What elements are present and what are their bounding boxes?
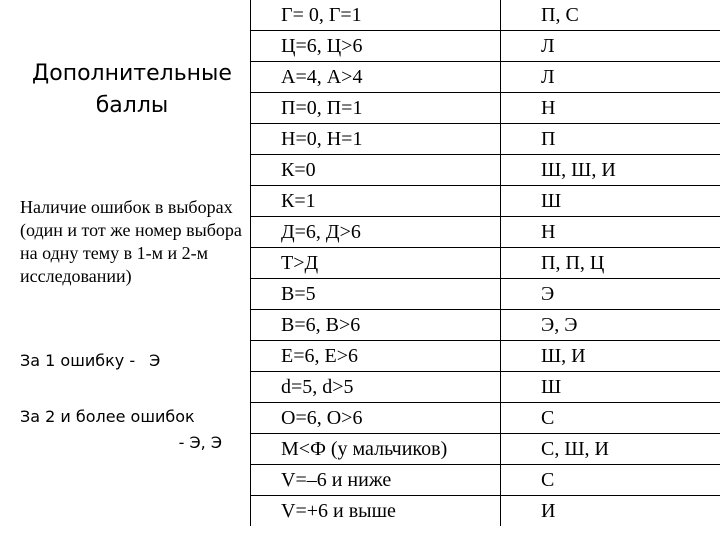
result-cell: И <box>501 496 720 527</box>
table-row <box>251 93 720 124</box>
two-errors-value: - Э, Э <box>178 433 222 452</box>
table-row <box>251 31 720 62</box>
result-cell: Л <box>501 62 720 93</box>
table-row <box>251 279 720 310</box>
result-cell: Ш, И <box>501 341 720 372</box>
condition-cell: П=0, П=1 <box>251 93 501 124</box>
result-cell: Л <box>501 31 720 62</box>
scoring-table-body <box>251 0 720 526</box>
one-error-value: Э <box>149 351 161 370</box>
left-panel <box>0 0 250 540</box>
result-cell: П <box>501 124 720 155</box>
table-row <box>251 341 720 372</box>
condition-cell: О=6, О>6 <box>251 403 501 434</box>
error-note: Наличие ошибок в выборах (один и тот же номер выбора на одну тему в 1-м и 2-м исследовании) <box>20 197 242 286</box>
one-error-rule <box>20 350 250 372</box>
scoring-table <box>250 0 720 526</box>
table-row <box>251 155 720 186</box>
condition-cell: А=4, А>4 <box>251 62 501 93</box>
condition-cell: V=+6 и выше <box>251 496 501 527</box>
condition-cell: К=0 <box>251 155 501 186</box>
result-cell: С, Ш, И <box>501 434 720 465</box>
condition-cell: Д=6, Д>6 <box>251 217 501 248</box>
table-row <box>251 248 720 279</box>
table-row <box>251 217 720 248</box>
table-row <box>251 62 720 93</box>
condition-cell: М<Ф (у мальчиков) <box>251 434 501 465</box>
result-cell: П, П, Ц <box>501 248 720 279</box>
table-row <box>251 310 720 341</box>
one-error-label: За 1 ошибку - <box>20 351 136 370</box>
condition-cell: Н=0, Н=1 <box>251 124 501 155</box>
result-cell: Э, Э <box>501 310 720 341</box>
result-cell: Ш <box>501 372 720 403</box>
two-errors-rule <box>20 404 250 456</box>
table-row <box>251 372 720 403</box>
condition-cell: В=5 <box>251 279 501 310</box>
table-row <box>251 0 720 31</box>
table-row <box>251 465 720 496</box>
table-row <box>251 496 720 527</box>
condition-cell: Т>Д <box>251 248 501 279</box>
title-line-1: Дополнительные <box>32 61 232 86</box>
page-title <box>14 58 250 122</box>
title-line-2: баллы <box>95 93 169 118</box>
result-cell: С <box>501 403 720 434</box>
condition-cell: d=5, d>5 <box>251 372 501 403</box>
result-cell: П, С <box>501 0 720 31</box>
two-errors-label: За 2 и более ошибок <box>20 407 195 426</box>
result-cell: Ш <box>501 186 720 217</box>
condition-cell: Ц=6, Ц>6 <box>251 31 501 62</box>
result-cell: Э <box>501 279 720 310</box>
condition-cell: V=–6 и ниже <box>251 465 501 496</box>
table-row <box>251 186 720 217</box>
condition-cell: К=1 <box>251 186 501 217</box>
table-row <box>251 403 720 434</box>
result-cell: Ш, Ш, И <box>501 155 720 186</box>
table-row <box>251 434 720 465</box>
condition-cell: В=6, В>6 <box>251 310 501 341</box>
result-cell: С <box>501 465 720 496</box>
table-row <box>251 124 720 155</box>
condition-cell: Е=6, Е>6 <box>251 341 501 372</box>
condition-cell: Г= 0, Г=1 <box>251 0 501 31</box>
result-cell: Н <box>501 217 720 248</box>
result-cell: Н <box>501 93 720 124</box>
